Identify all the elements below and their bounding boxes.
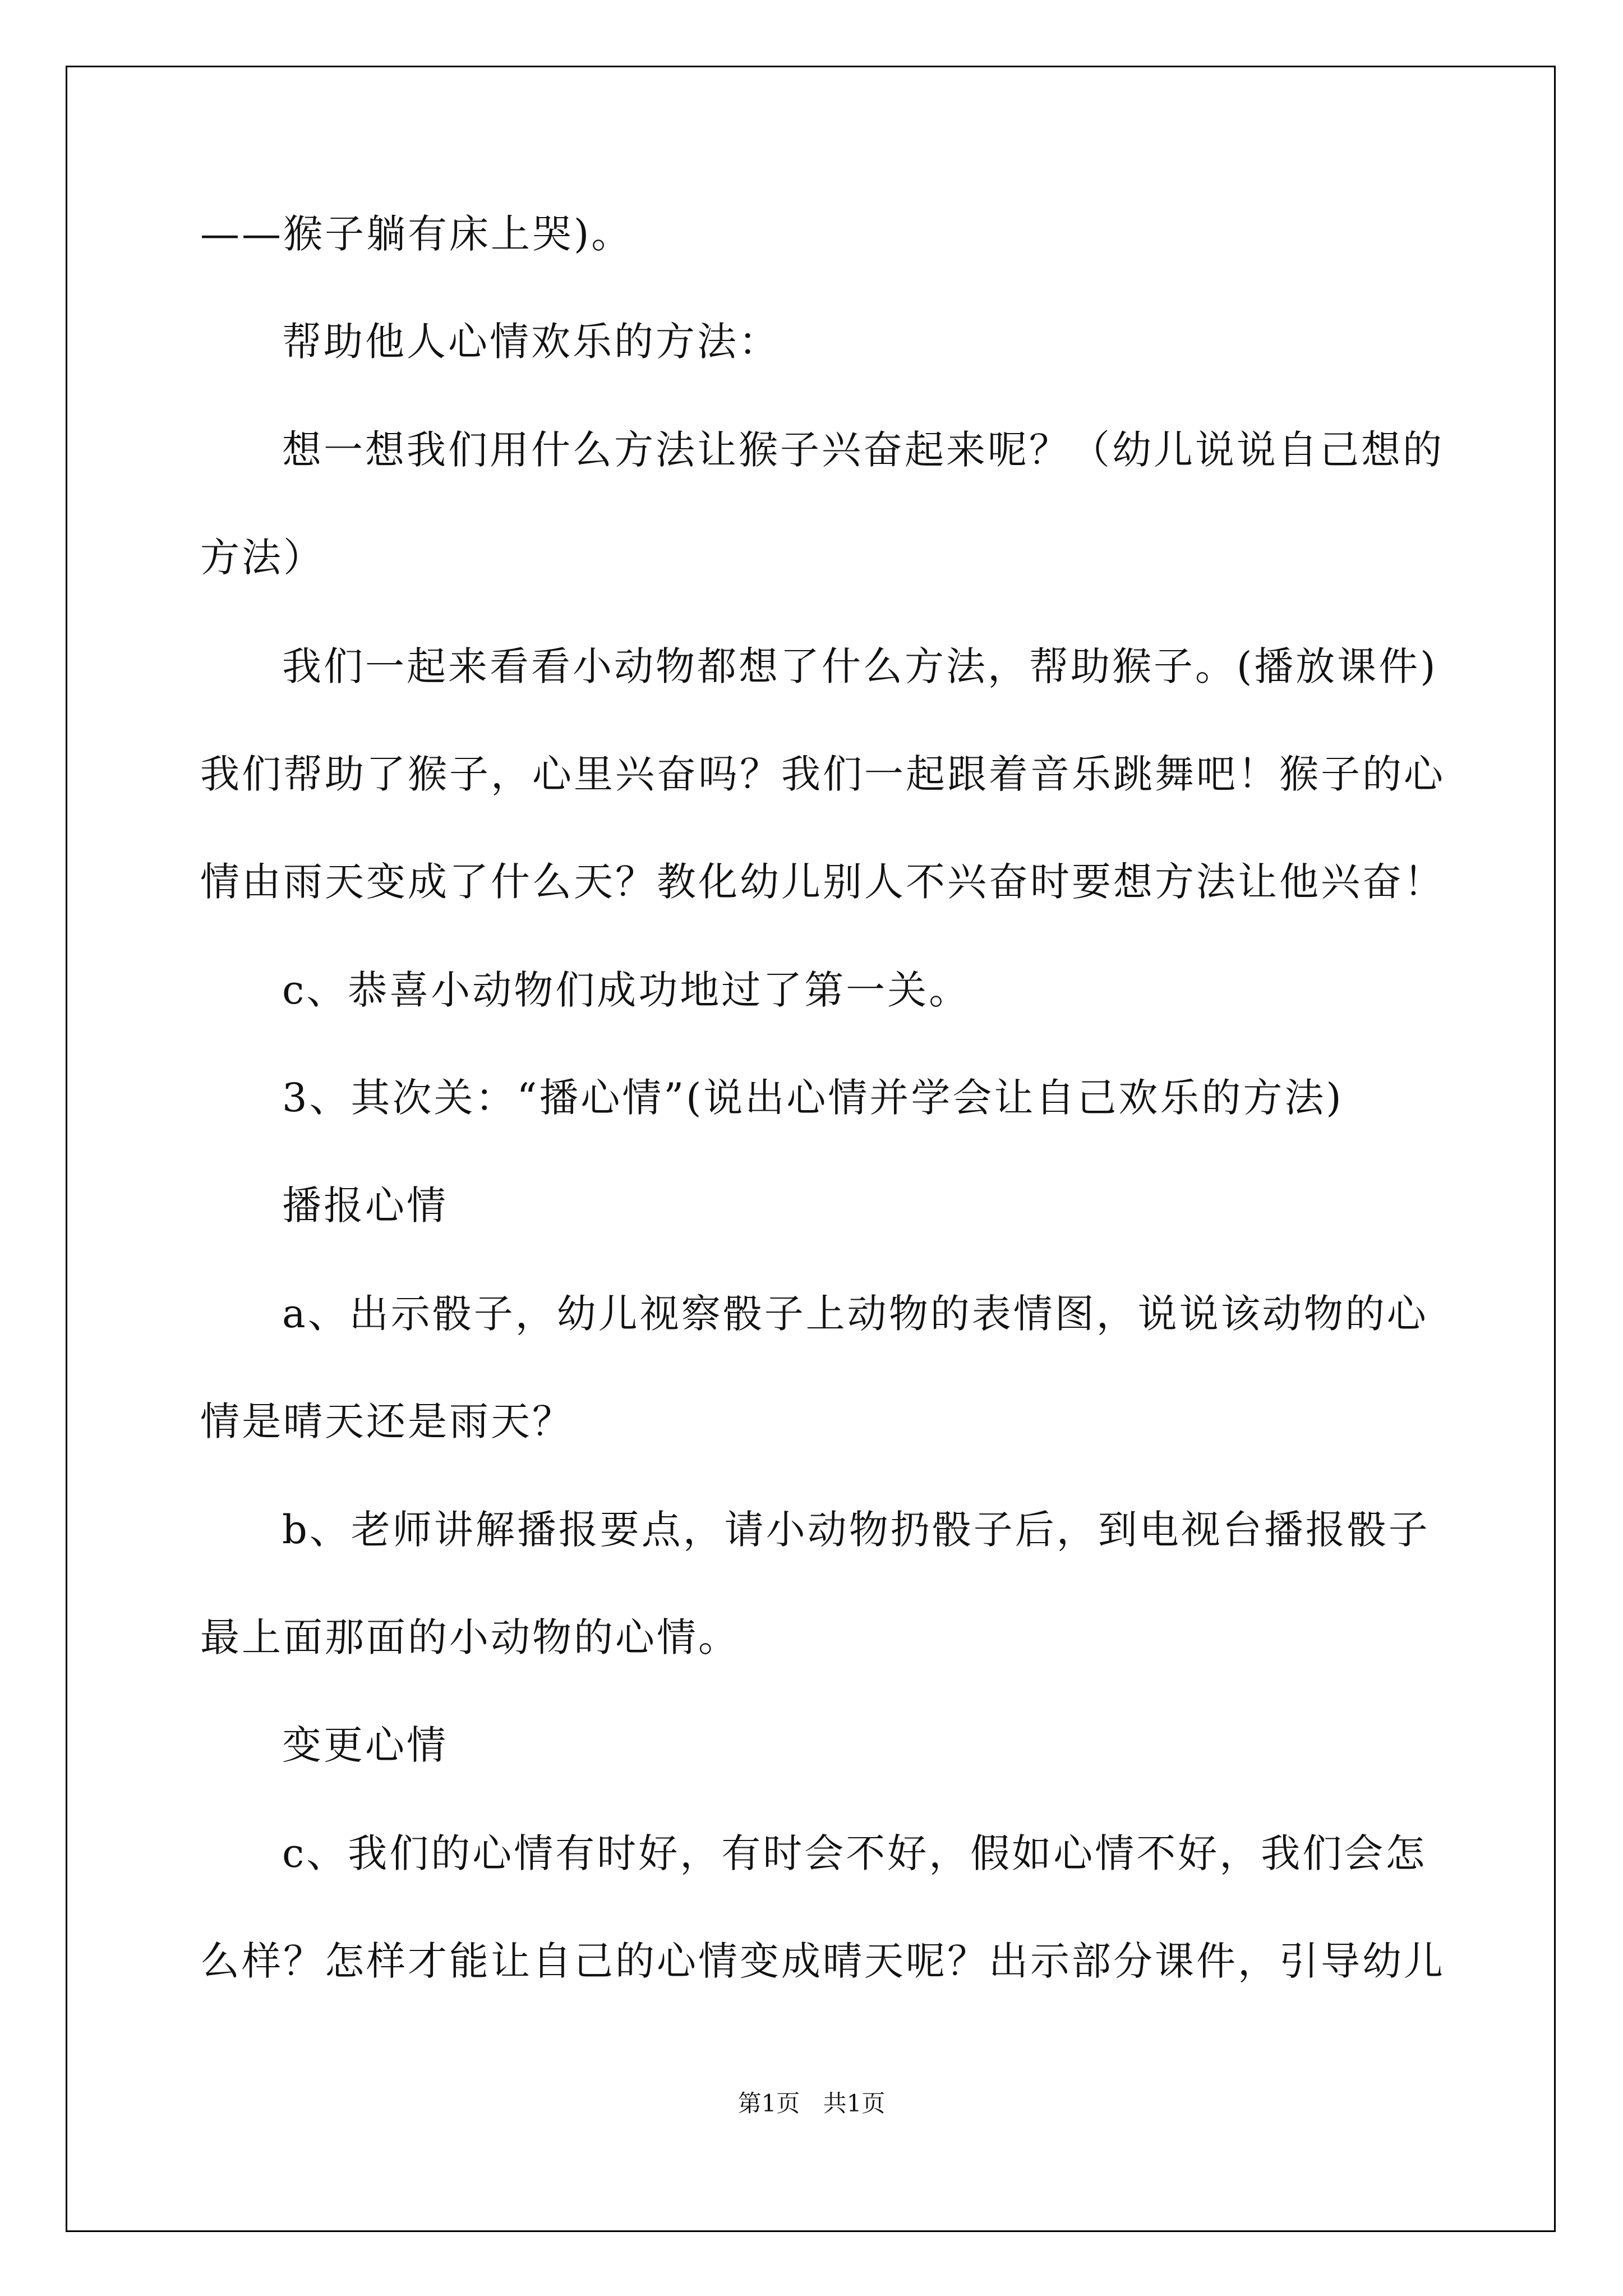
text-line-9: 3、其次关：“播心情”(说出心情并学会让自己欢乐的方法) xyxy=(282,1075,1344,1121)
text-line-14: 最上面那面的小动物的心情。 xyxy=(200,1614,740,1660)
text-line-8: c、恭喜小动物们成功地过了第一关。 xyxy=(282,967,971,1013)
text-line-11: a、出示骰子，幼儿视察骰子上动物的表情图，说说该动物的心 xyxy=(282,1291,1428,1337)
text-line-5: 我们一起来看看小动物都想了什么方法，帮助猴子。(播放课件) xyxy=(282,643,1438,689)
text-line-16: c、我们的心情有时好，有时会不好，假如心情不好，我们会怎 xyxy=(282,1830,1427,1876)
text-line-13: b、老师讲解播报要点，请小动物扔骰子后，到电视台播报骰子 xyxy=(282,1507,1430,1553)
text-line-10: 播报心情 xyxy=(282,1182,448,1228)
page-footer xyxy=(0,2087,1623,2120)
text-line-15: 变更心情 xyxy=(282,1722,448,1768)
page-number-current: 第1页 xyxy=(737,2090,800,2117)
page-border xyxy=(66,66,1556,2232)
text-line-2: 帮助他人心情欢乐的方法： xyxy=(282,319,780,365)
text-line-17: 么样？怎样才能让自己的心情变成晴天呢？出示部分课件，引导幼儿 xyxy=(200,1938,1445,1984)
text-line-7: 情由雨天变成了什么天？教化幼儿别人不兴奋时要想方法让他兴奋！ xyxy=(200,859,1445,905)
text-line-3: 想一想我们用什么方法让猴子兴奋起来呢？（幼儿说说自己想的 xyxy=(282,427,1444,473)
text-line-12: 情是晴天还是雨天？ xyxy=(200,1398,574,1444)
page-number-total: 共1页 xyxy=(823,2090,886,2117)
text-line-4: 方法） xyxy=(200,535,325,581)
text-line-1: ——猴子躺有床上哭)。 xyxy=(200,211,633,257)
text-line-6: 我们帮助了猴子，心里兴奋吗？我们一起跟着音乐跳舞吧！猴子的心 xyxy=(200,751,1445,797)
